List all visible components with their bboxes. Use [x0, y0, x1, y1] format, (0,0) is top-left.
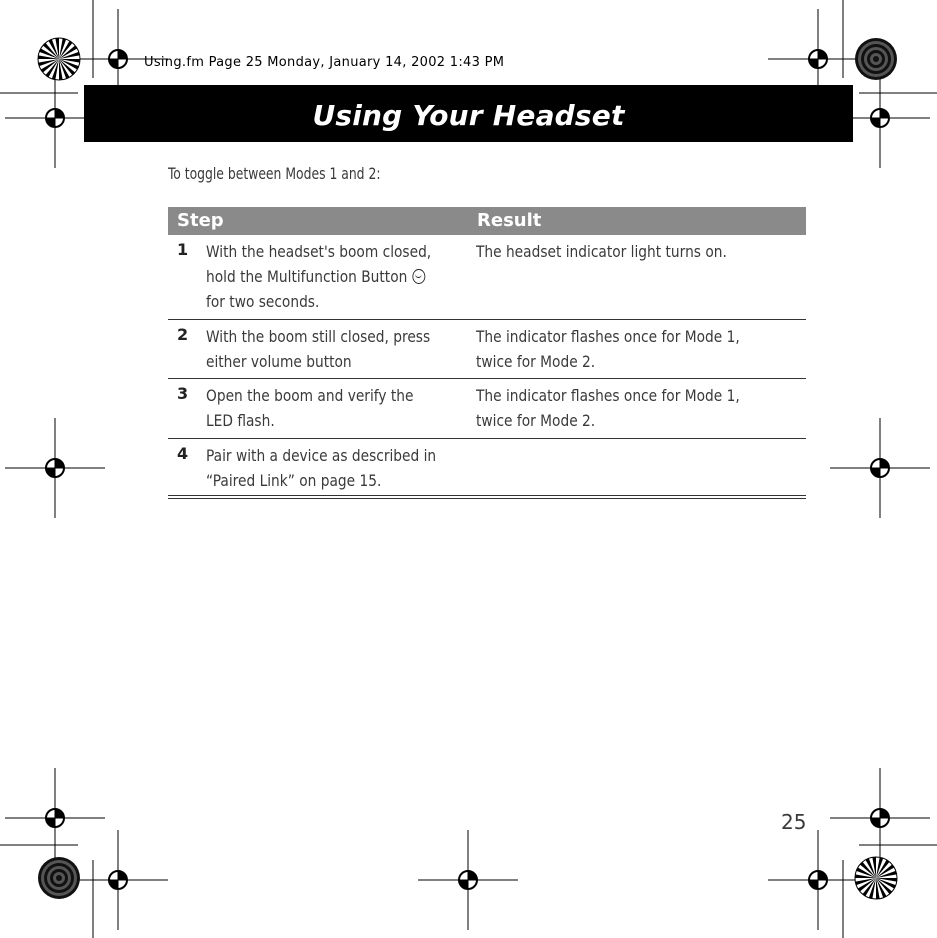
- step-line-text: hold the Multifunction Button: [206, 267, 408, 286]
- registration-target-icon: [38, 857, 80, 899]
- step-text: [206, 383, 413, 433]
- registration-crosshair-icon: [5, 418, 105, 518]
- step-text: [206, 324, 430, 374]
- step-number: 2: [177, 325, 189, 344]
- step-line: either volume button: [206, 352, 352, 371]
- table-row: [168, 379, 806, 439]
- step-line: With the headset's boom closed,: [206, 242, 432, 261]
- registration-crosshair-icon: [68, 830, 168, 930]
- table-end-rule: [168, 496, 806, 499]
- step-line: LED flash.: [206, 411, 275, 430]
- registration-crosshair-icon: [830, 768, 930, 868]
- step-text: [206, 443, 436, 493]
- title-bar: [84, 85, 853, 142]
- step-line: for two seconds.: [206, 292, 320, 311]
- result-line: The indicator flashes once for Mode 1,: [476, 386, 740, 405]
- page-number: 25: [781, 810, 807, 834]
- table-row: [168, 439, 806, 496]
- step-line: [206, 264, 431, 289]
- step-line: Open the boom and verify the: [206, 386, 414, 405]
- step-number: 4: [177, 444, 189, 463]
- registration-crosshair-icon: [418, 830, 518, 930]
- step-line: Pair with a device as described in: [206, 446, 437, 465]
- registration-crosshair-icon: [768, 830, 868, 930]
- result-line: twice for Mode 2.: [476, 352, 596, 371]
- step-text: [206, 239, 431, 314]
- result-line: The headset indicator light turns on.: [476, 242, 727, 261]
- page-title: Using Your Headset: [312, 99, 625, 132]
- table-header: [168, 207, 806, 235]
- result-text: [476, 383, 740, 433]
- step-line: “Paired Link” on page 15.: [206, 471, 382, 490]
- step-number: 3: [177, 384, 189, 403]
- file-info: Using.fm Page 25 Monday, January 14, 2002 1:43 PM: [144, 55, 505, 70]
- table-row: [168, 235, 806, 320]
- registration-crosshair-icon: [5, 768, 105, 868]
- result-text: [476, 324, 740, 374]
- header-result: Result: [477, 210, 542, 231]
- registration-target-icon: [855, 38, 897, 80]
- registration-starburst-icon: [38, 38, 80, 80]
- multifunction-button-icon: [412, 269, 425, 284]
- intro-text: To toggle between Modes 1 and 2:: [168, 164, 381, 183]
- result-line: twice for Mode 2.: [476, 411, 596, 430]
- step-line: With the boom still closed, press: [206, 327, 431, 346]
- steps-table: [168, 207, 806, 499]
- result-text: [476, 239, 727, 264]
- step-number: 1: [177, 240, 189, 259]
- header-step: Step: [177, 210, 224, 231]
- table-row: [168, 320, 806, 379]
- registration-crosshair-icon: [830, 418, 930, 518]
- registration-starburst-icon: [855, 857, 897, 899]
- result-line: The indicator flashes once for Mode 1,: [476, 327, 740, 346]
